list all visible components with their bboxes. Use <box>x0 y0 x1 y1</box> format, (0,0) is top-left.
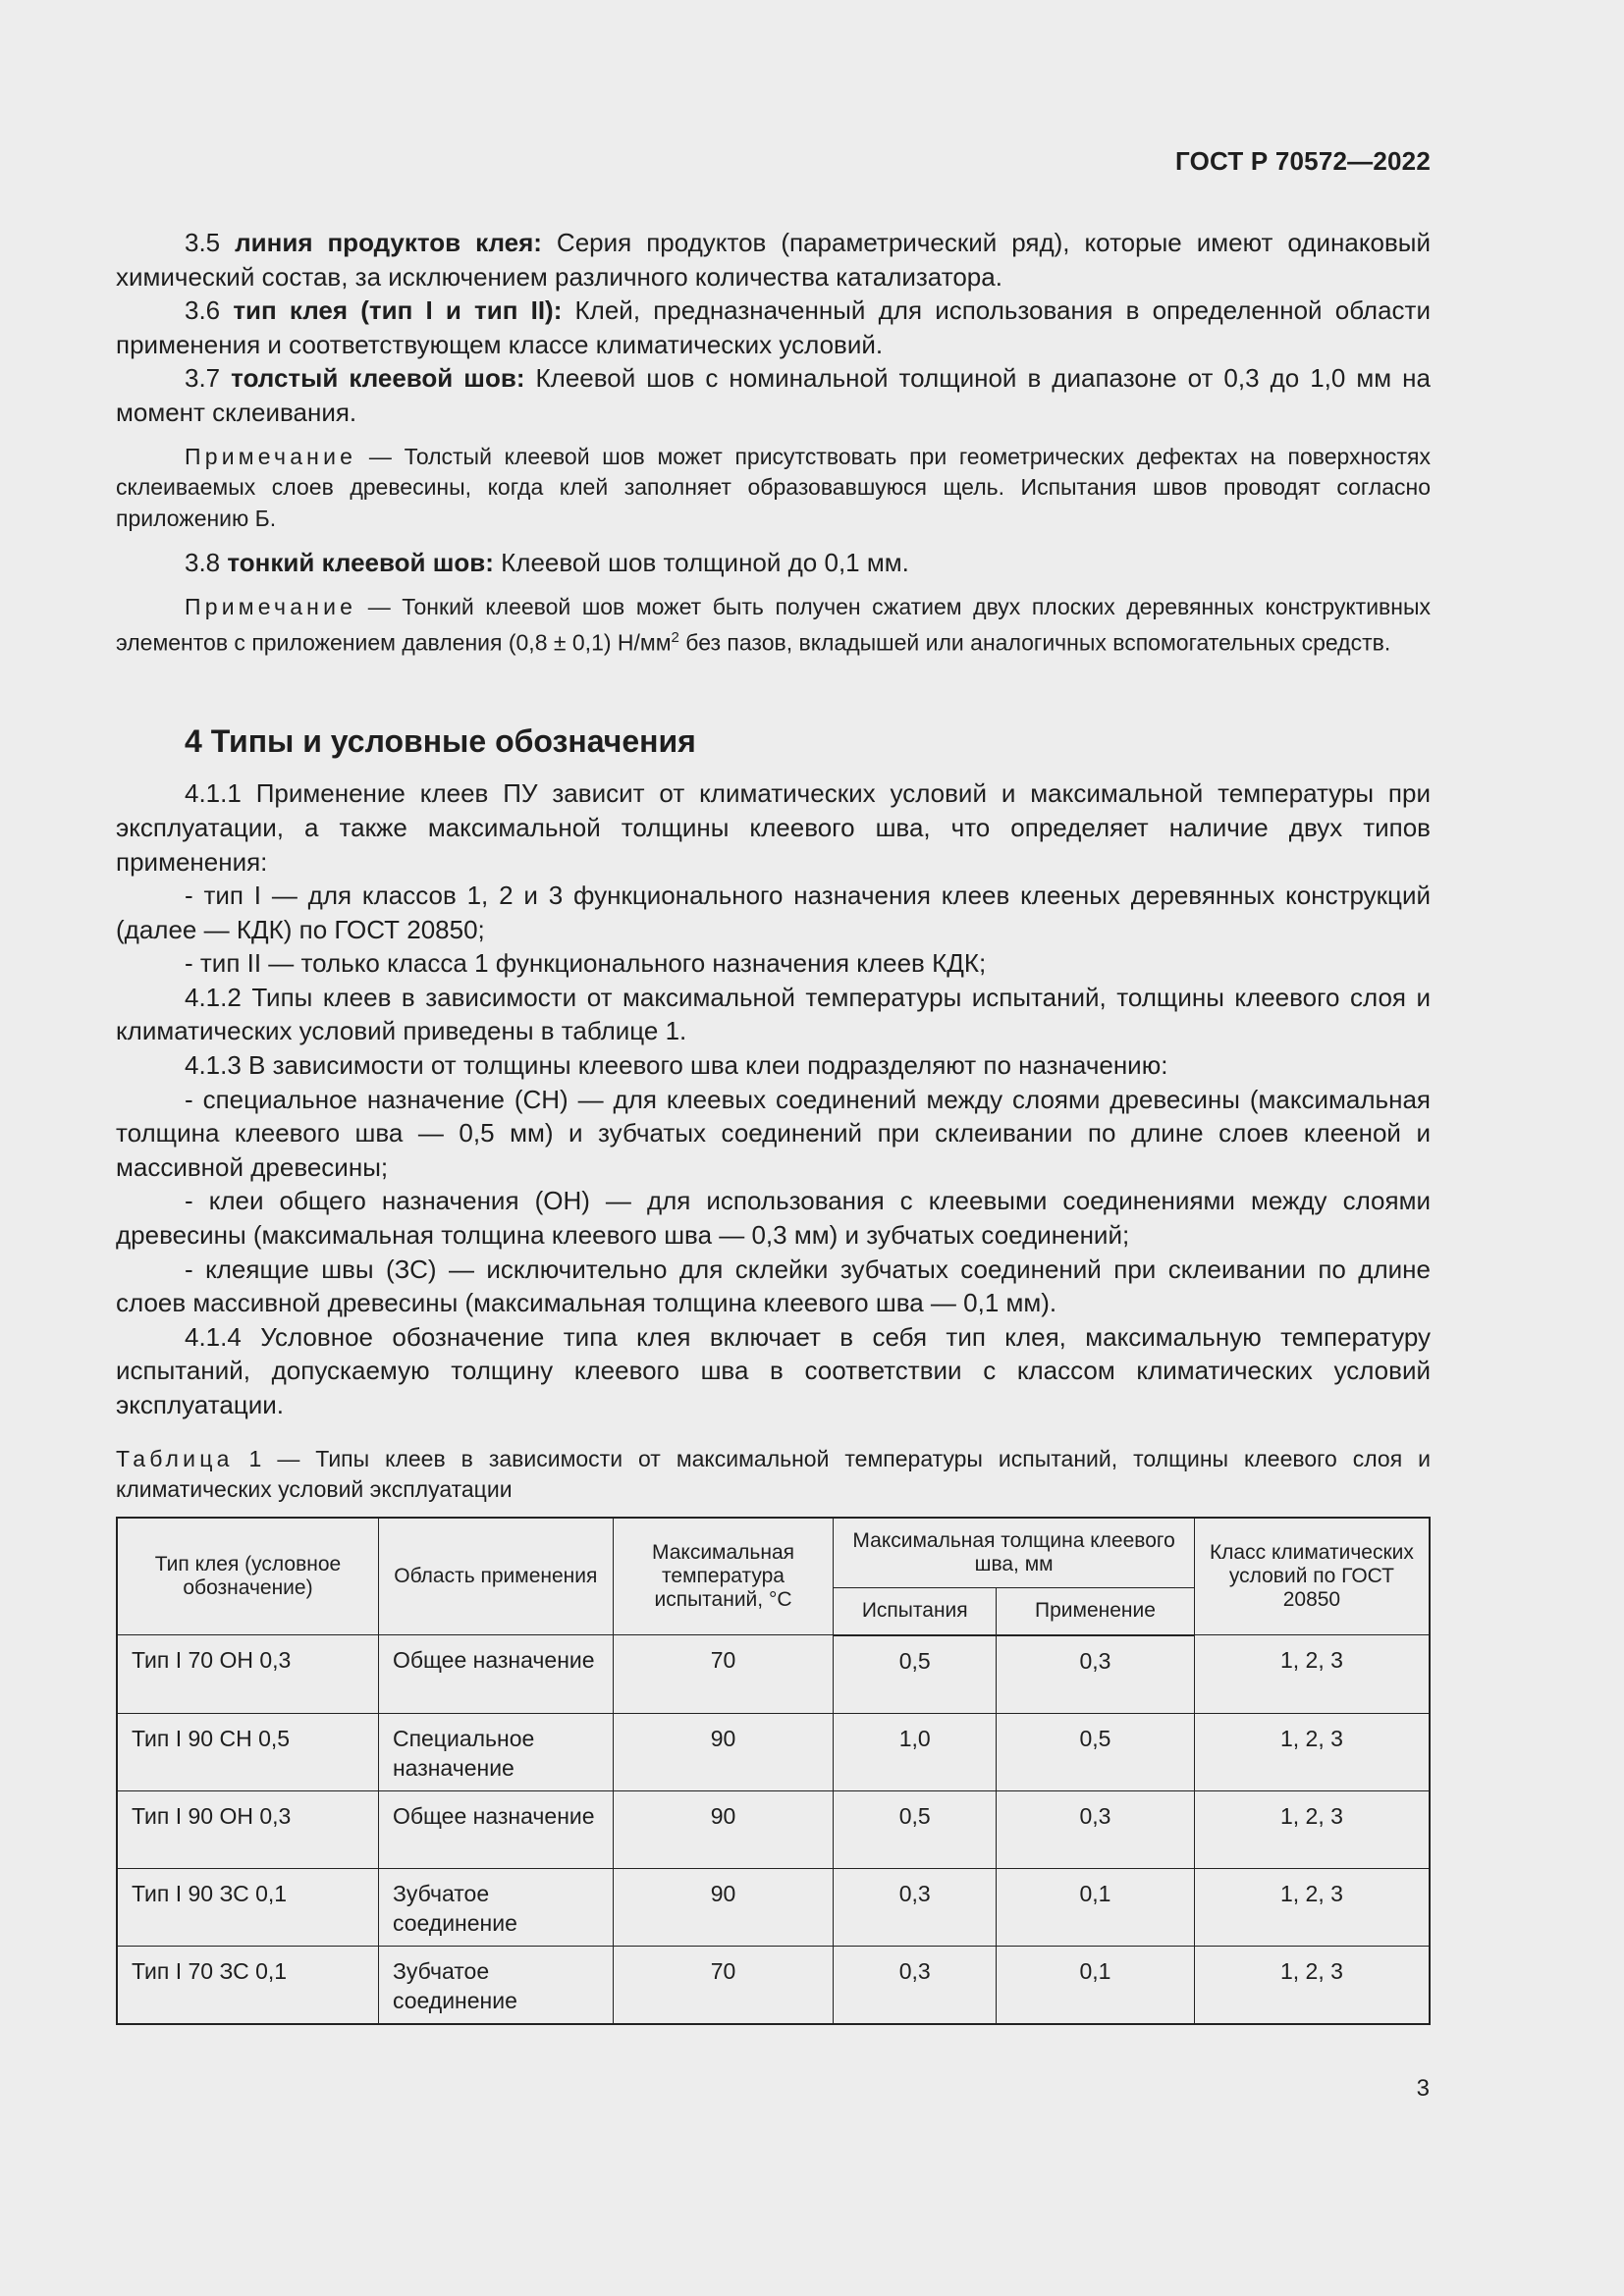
paragraph-4-1-2: 4.1.2 Типы клеев в зависимости от максимальной температуры испытаний, толщины клеевого слоя и климатических условий приведены в таблице 1. <box>116 982 1431 1046</box>
note-thick-seam <box>116 442 1431 535</box>
header-temperature: Максимальная температура испытаний, °С <box>613 1518 834 1635</box>
definition-3-6: 3.6 тип клея (тип I и тип II): Клей, предназначенный для использования в определенной области применения и соответствующем классе климатических условий. <box>116 295 1431 359</box>
cell-climate: 1, 2, 3 <box>1194 1713 1430 1790</box>
cell-climate: 1, 2, 3 <box>1194 1946 1430 2024</box>
table-row <box>117 1713 1430 1790</box>
header-type: Тип клея (условное обозначение) <box>117 1518 378 1635</box>
adhesive-types-table <box>116 1517 1431 2025</box>
header-tests: Испытания <box>834 1588 997 1635</box>
list-item-sn: - специальное назначение (СН) — для клеевых соединений между слоями древесины (максимальная толщина клеевого шва — 0,5 мм) и зубчатых соединений при склеивании по длине слоев клееной и массивной древесины; <box>116 1084 1431 1182</box>
cell-application: 0,1 <box>997 1946 1195 2024</box>
header-application: Применение <box>997 1588 1195 1635</box>
header-thickness: Максимальная толщина клеевого шва, мм <box>834 1518 1195 1588</box>
paragraph-4-1-4: 4.1.4 Условное обозначение типа клея включает в себя тип клея, максимальную температуру испытаний, допускаемую толщину клеевого шва в соответствии с классом климатических условий эксплуатации. <box>116 1321 1431 1419</box>
note-label: Примечание <box>185 443 357 469</box>
cell-area: Зубчатое соединение <box>378 1868 613 1946</box>
table-caption-text: 1 — Типы клеев в зависимости от максимальной температуры испытаний, толщины клеевого слоя и климатических условий эксплуатации <box>116 1445 1431 1502</box>
cell-temperature: 70 <box>613 1946 834 2024</box>
cell-temperature: 70 <box>613 1635 834 1714</box>
list-item-type-1: - тип I — для классов 1, 2 и 3 функционального назначения клеев клееных деревянных конструкций (далее — КДК) по ГОСТ 20850; <box>116 881 1431 944</box>
cell-type: Тип I 90 СН 0,5 <box>117 1713 378 1790</box>
cell-application: 0,3 <box>997 1790 1195 1868</box>
definition-term: тип клея (тип I и тип II): <box>233 295 563 326</box>
cell-tests: 0,5 <box>834 1635 997 1714</box>
cell-type: Тип I 70 ОН 0,3 <box>117 1635 378 1714</box>
cell-area: Общее назначение <box>378 1790 613 1868</box>
header-climate-class: Класс климатических условий по ГОСТ 20850 <box>1194 1518 1430 1635</box>
cell-type: Тип I 90 ОН 0,3 <box>117 1790 378 1868</box>
definition-3-5: 3.5 линия продуктов клея: Серия продуктов (параметрический ряд), которые имеют одинаковый химический состав, за исключением различного количества катализатора. <box>116 228 1431 292</box>
cell-area: Зубчатое соединение <box>378 1946 613 2024</box>
cell-tests: 0,3 <box>834 1946 997 2024</box>
definition-text: Серия продуктов (параметрический ряд), которые имеют одинаковый химический состав, за исключением различного количества катализатора. <box>116 228 1431 292</box>
list-item-on: - клеи общего назначения (ОН) — для использования с клеевыми соединениями между слоями древесины (максимальная толщина клеевого шва — 0,3 мм) и зубчатых соединений; <box>116 1186 1431 1251</box>
definition-term: тонкий клеевой шов: <box>227 548 494 578</box>
cell-tests: 0,5 <box>834 1790 997 1868</box>
note-thin-seam <box>116 592 1431 660</box>
note-label: Примечание <box>185 593 357 619</box>
cell-temperature: 90 <box>613 1868 834 1946</box>
cell-tests: 0,3 <box>834 1868 997 1946</box>
paragraph-4-1-3: 4.1.3 В зависимости от толщины клеевого шва клеи подразделяют по назначению: <box>185 1050 1168 1081</box>
cell-type: Тип I 70 ЗС 0,1 <box>117 1946 378 2024</box>
cell-climate: 1, 2, 3 <box>1194 1868 1430 1946</box>
definition-text: Клеевой шов с номинальной толщиной в диапазоне от 0,3 до 1,0 мм на момент склеивания. <box>116 363 1431 427</box>
cell-area: Общее назначение <box>378 1635 613 1714</box>
definition-text: Клеевой шов толщиной до 0,1 мм. <box>501 548 909 578</box>
document-header-id: ГОСТ Р 70572—2022 <box>1175 146 1431 176</box>
cell-temperature: 90 <box>613 1713 834 1790</box>
table-caption-label: Таблица <box>116 1445 234 1471</box>
definition-3-8: 3.8 тонкий клеевой шов: Клеевой шов толщиной до 0,1 мм. <box>185 548 909 578</box>
list-item-type-2: - тип II — только класса 1 функционального назначения клеев КДК; <box>185 948 987 979</box>
note-text-end: без пазов, вкладышей или аналогичных вспомогательных средств. <box>678 629 1391 656</box>
paragraph-4-1-1: 4.1.1 Применение клеев ПУ зависит от климатических условий и максимальной температуры при эксплуатации, а также максимальной толщины клеевого шва, что определяет наличие двух типов применения: <box>116 778 1431 877</box>
superscript: 2 <box>671 629 679 647</box>
cell-area: Специальное назначение <box>378 1713 613 1790</box>
definition-text: Клей, предназначенный для использования в определенной области применения и соответствующем классе климатических условий. <box>116 295 1431 359</box>
table-row <box>117 1790 1430 1868</box>
page-number: 3 <box>1416 2075 1430 2102</box>
header-area: Область применения <box>378 1518 613 1635</box>
cell-temperature: 90 <box>613 1790 834 1868</box>
page-body <box>116 226 1431 2025</box>
note-text: — Тонкий клеевой шов может быть получен сжатием двух плоских деревянных конструктивных элементов с приложением давления (0,8 ± 0,1) Н/мм <box>116 593 1431 656</box>
note-text: — Толстый клеевой шов может присутствовать при геометрических дефектах на поверхностях склеиваемых слоев древесины, когда клей заполняет образовавшуюся щель. Испытания швов проводят согласно приложению Б. <box>116 443 1432 531</box>
definition-3-7: 3.7 толстый клеевой шов: Клеевой шов с номинальной толщиной в диапазоне от 0,3 до 1,0 мм на момент склеивания. <box>116 363 1431 427</box>
list-item-zs: - клеящие швы (ЗС) — исключительно для склейки зубчатых соединений при склеивании по длине слоев массивной древесины (максимальная толщина клеевого шва — 0,1 мм). <box>116 1254 1431 1318</box>
table-row <box>117 1868 1430 1946</box>
table-row <box>117 1635 1430 1714</box>
definition-term: толстый клеевой шов: <box>231 363 525 394</box>
table-caption <box>116 1444 1431 1505</box>
cell-type: Тип I 90 ЗС 0,1 <box>117 1868 378 1946</box>
cell-application: 0,5 <box>997 1713 1195 1790</box>
table-row <box>117 1946 1430 2024</box>
section-title: 4 Типы и условные обозначения <box>185 723 696 760</box>
cell-tests: 1,0 <box>834 1713 997 1790</box>
cell-climate: 1, 2, 3 <box>1194 1790 1430 1868</box>
cell-application: 0,1 <box>997 1868 1195 1946</box>
definition-term: линия продуктов клея: <box>235 228 542 257</box>
cell-climate: 1, 2, 3 <box>1194 1635 1430 1714</box>
cell-application: 0,3 <box>997 1635 1195 1714</box>
